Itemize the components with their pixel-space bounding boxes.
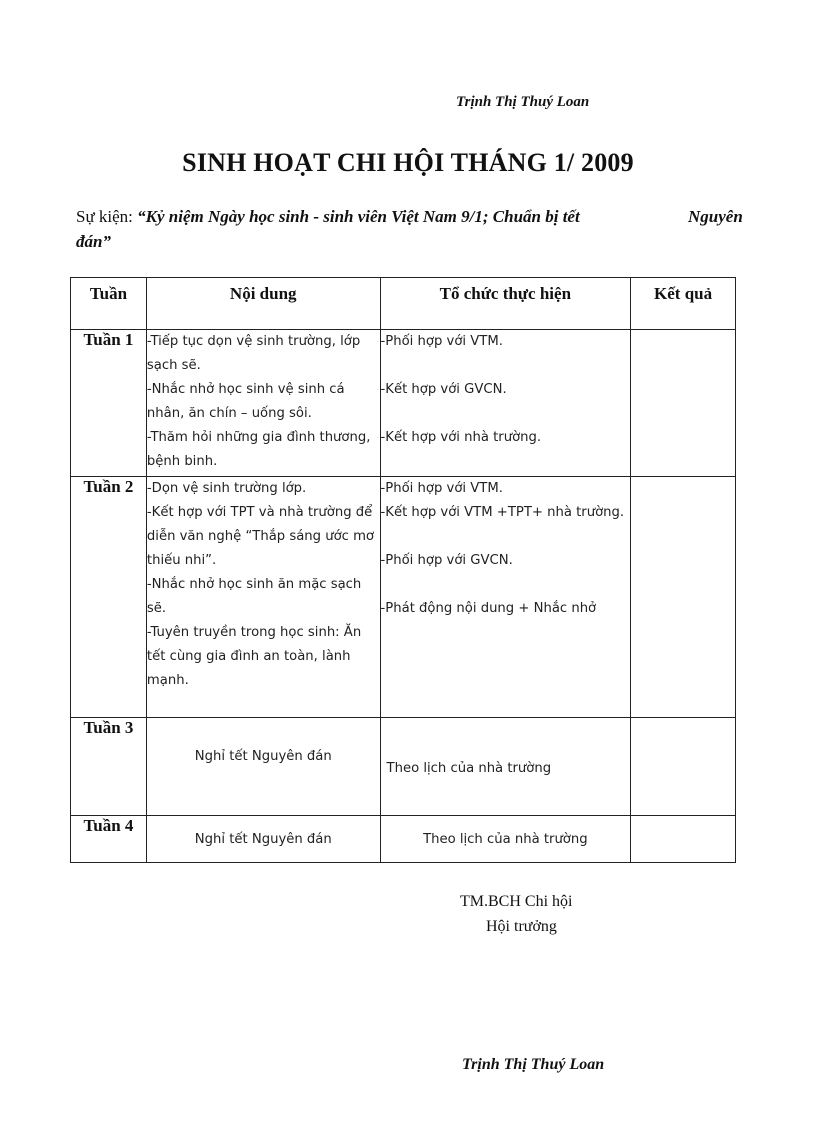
content-item: -Dọn vệ sinh trường lớp.	[146, 481, 307, 496]
content-cell	[146, 477, 380, 718]
content-item: Nghỉ tết Nguyên đán	[194, 832, 332, 847]
header-week: Tuần	[71, 278, 147, 330]
table-row	[71, 718, 736, 816]
result-cell	[631, 330, 736, 477]
table-row	[71, 477, 736, 718]
table-header-row	[71, 278, 736, 330]
org-item: -Phối hợp với GVCN.	[380, 553, 513, 568]
org-item: Theo lịch của nhà trường	[386, 761, 552, 776]
table-row	[71, 816, 736, 863]
event-description	[76, 204, 756, 256]
week-cell: Tuần 2	[71, 477, 147, 718]
header-author: Trịnh Thị Thuý Loan	[456, 94, 590, 110]
organization-cell	[380, 477, 631, 718]
content-item: -Thăm hỏi những gia đình thương, bệnh binh.	[146, 430, 371, 469]
event-label: Sự kiện:	[76, 207, 138, 226]
organization-cell	[380, 718, 631, 816]
org-item: -Phát động nội dung + Nhắc nhở	[380, 601, 597, 616]
header-content: Nội dung	[146, 278, 380, 330]
content-item: -Kết hợp với TPT và nhà trường để diễn văn nghệ “Thắp sáng ước mơ thiếu nhi”.	[146, 505, 374, 568]
org-item: -Kết hợp với GVCN.	[380, 382, 507, 397]
content-cell	[146, 330, 380, 477]
organization-cell	[380, 816, 631, 863]
activity-table	[70, 277, 736, 863]
result-cell	[631, 718, 736, 816]
org-item: -Kết hợp với VTM +TPT+ nhà trường.	[380, 505, 625, 520]
content-item: -Tuyên truyền trong học sinh: Ăn tết cùng gia đình an toàn, lành mạnh.	[146, 625, 362, 688]
week-cell: Tuần 1	[71, 330, 147, 477]
table-row	[71, 330, 736, 477]
week-cell: Tuần 3	[71, 718, 147, 816]
result-cell	[631, 477, 736, 718]
result-cell	[631, 816, 736, 863]
org-item: -Kết hợp với nhà trường.	[380, 430, 542, 445]
content-item: Nghỉ tết Nguyên đán	[194, 749, 332, 764]
content-item: -Nhắc nhở học sinh ăn mặc sạch sẽ.	[146, 577, 362, 616]
org-item: -Phối hợp với VTM.	[380, 481, 503, 496]
content-cell	[146, 718, 380, 816]
event-text-line1-right: Nguyên	[688, 207, 743, 226]
header-result: Kết quả	[631, 278, 736, 330]
org-item: Theo lịch của nhà trường	[423, 832, 588, 847]
organization-cell	[380, 330, 631, 477]
header-organization: Tổ chức thực hiện	[380, 278, 631, 330]
signature-line1: TM.BCH Chi hội	[460, 893, 573, 910]
content-item: -Tiếp tục dọn vệ sinh trường, lớp sạch sẽ.	[146, 334, 361, 373]
document-title: SINH HOẠT CHI HỘI THÁNG 1/ 2009	[182, 148, 634, 177]
week-cell: Tuần 4	[71, 816, 147, 863]
event-text-line1: “Kỷ niệm Ngày học sinh - sinh viên Việt Nam 9/1; Chuẩn bị tết	[137, 207, 580, 226]
content-cell	[146, 816, 380, 863]
signature-line2: Hội trưởng	[486, 918, 557, 935]
signature-name: Trịnh Thị Thuý Loan	[462, 1056, 605, 1073]
content-item: -Nhắc nhở học sinh vệ sinh cá nhân, ăn chín – uống sôi.	[146, 382, 345, 421]
org-item: -Phối hợp với VTM.	[380, 334, 503, 349]
event-text-line2: đán”	[76, 232, 111, 251]
